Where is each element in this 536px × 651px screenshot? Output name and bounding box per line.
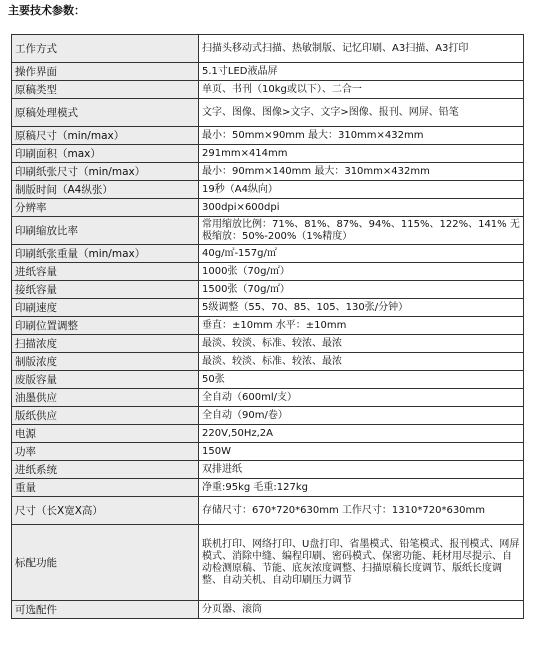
- row-value: 垂直：±10mm 水平：±10mm: [199, 317, 524, 335]
- row-label: 操作界面: [12, 63, 199, 81]
- table-row: [12, 63, 524, 81]
- table-row: [12, 389, 524, 407]
- row-label: 扫描浓度: [12, 335, 199, 353]
- table-row: [12, 99, 524, 127]
- row-label: 功率: [12, 443, 199, 461]
- table-row: [12, 525, 524, 601]
- row-label: 分辨率: [12, 199, 199, 217]
- spec-table: [11, 34, 524, 619]
- row-value: 全自动（600ml/支）: [199, 389, 524, 407]
- row-label: 印刷纸张重量（min/max）: [12, 245, 199, 263]
- row-label: 标配功能: [12, 525, 199, 601]
- row-label: 原稿类型: [12, 81, 199, 99]
- table-row: [12, 245, 524, 263]
- row-label: 印刷速度: [12, 299, 199, 317]
- row-value: 220V,50Hz,2A: [199, 425, 524, 443]
- table-row: [12, 601, 524, 619]
- row-label: 电源: [12, 425, 199, 443]
- table-row: [12, 127, 524, 145]
- row-label: 可选配件: [12, 601, 199, 619]
- table-row: [12, 35, 524, 63]
- row-label: 原稿处理模式: [12, 99, 199, 127]
- row-value: 最小：50mm×90mm 最大：310mm×432mm: [199, 127, 524, 145]
- row-value: 文字、图像、图像>文字、文字>图像、报刊、网屏、铅笔: [199, 99, 524, 127]
- row-label: 制版时间（A4纵张）: [12, 181, 199, 199]
- table-row: [12, 163, 524, 181]
- row-value: 50张: [199, 371, 524, 389]
- table-row: [12, 353, 524, 371]
- row-label: 废版容量: [12, 371, 199, 389]
- row-value: 40g/㎡-157g/㎡: [199, 245, 524, 263]
- row-value: 5.1寸LED液晶屏: [199, 63, 524, 81]
- row-value: 19秒（A4纵向）: [199, 181, 524, 199]
- table-row: [12, 443, 524, 461]
- table-row: [12, 335, 524, 353]
- table-row: [12, 199, 524, 217]
- row-value: 存储尺寸：670*720*630mm 工作尺寸：1310*720*630mm: [199, 497, 524, 525]
- row-label: 重量: [12, 479, 199, 497]
- table-row: [12, 317, 524, 335]
- row-label: 制版浓度: [12, 353, 199, 371]
- row-label: 工作方式: [12, 35, 199, 63]
- row-value: 分页器、滚筒: [199, 601, 524, 619]
- table-row: [12, 425, 524, 443]
- row-value: 最淡、较淡、标准、较浓、最浓: [199, 353, 524, 371]
- row-value: 291mm×414mm: [199, 145, 524, 163]
- row-label: 尺寸（长X宽X高）: [12, 497, 199, 525]
- table-row: [12, 263, 524, 281]
- row-value: 最淡、较淡、标准、较浓、最浓: [199, 335, 524, 353]
- table-row: [12, 217, 524, 245]
- table-row: [12, 281, 524, 299]
- table-row: [12, 479, 524, 497]
- row-label: 印刷位置调整: [12, 317, 199, 335]
- row-value: 常用缩放比例：71%、81%、87%、94%、115%、122%、141% 无极缩放：50%-200%（1%精度）: [199, 217, 524, 245]
- row-value: 全自动（90m/卷）: [199, 407, 524, 425]
- section-title: 主要技术参数：: [8, 4, 85, 17]
- row-value: 单页、书刊（10kg或以下）、二合一: [199, 81, 524, 99]
- row-label: 进纸系统: [12, 461, 199, 479]
- row-value: 净重:95kg 毛重:127kg: [199, 479, 524, 497]
- table-row: [12, 461, 524, 479]
- row-label: 版纸供应: [12, 407, 199, 425]
- table-row: [12, 407, 524, 425]
- row-value: 1000张（70g/㎡）: [199, 263, 524, 281]
- row-value: 300dpi×600dpi: [199, 199, 524, 217]
- row-value: 最小：90mm×140mm 最大：310mm×432mm: [199, 163, 524, 181]
- row-value: 150W: [199, 443, 524, 461]
- row-value: 双排进纸: [199, 461, 524, 479]
- row-label: 油墨供应: [12, 389, 199, 407]
- row-value: 5级调整（55、70、85、105、130张/分钟）: [199, 299, 524, 317]
- row-label: 印刷纸张尺寸（min/max）: [12, 163, 199, 181]
- row-value: 扫描头移动式扫描、热敏制版、记忆印刷、A3扫描、A3打印: [199, 35, 524, 63]
- table-row: [12, 497, 524, 525]
- table-row: [12, 181, 524, 199]
- row-label: 原稿尺寸（min/max）: [12, 127, 199, 145]
- row-value: 1500张（70g/㎡）: [199, 281, 524, 299]
- table-row: [12, 371, 524, 389]
- table-row: [12, 299, 524, 317]
- row-label: 印刷面积（max）: [12, 145, 199, 163]
- row-label: 进纸容量: [12, 263, 199, 281]
- row-label: 接纸容量: [12, 281, 199, 299]
- row-value: 联机打印、网络打印、U盘打印、省墨模式、铅笔模式、报刊模式、网屏模式、消除中缝、编程印刷、密码模式、保密功能、耗材用尽提示、自动检测原稿、节能、底灰浓度调整、扫描原稿长度调节、版纸长度调整、自动关机、自动印刷压力调节: [199, 525, 524, 601]
- row-label: 印刷缩放比率: [12, 217, 199, 245]
- table-row: [12, 81, 524, 99]
- table-row: [12, 145, 524, 163]
